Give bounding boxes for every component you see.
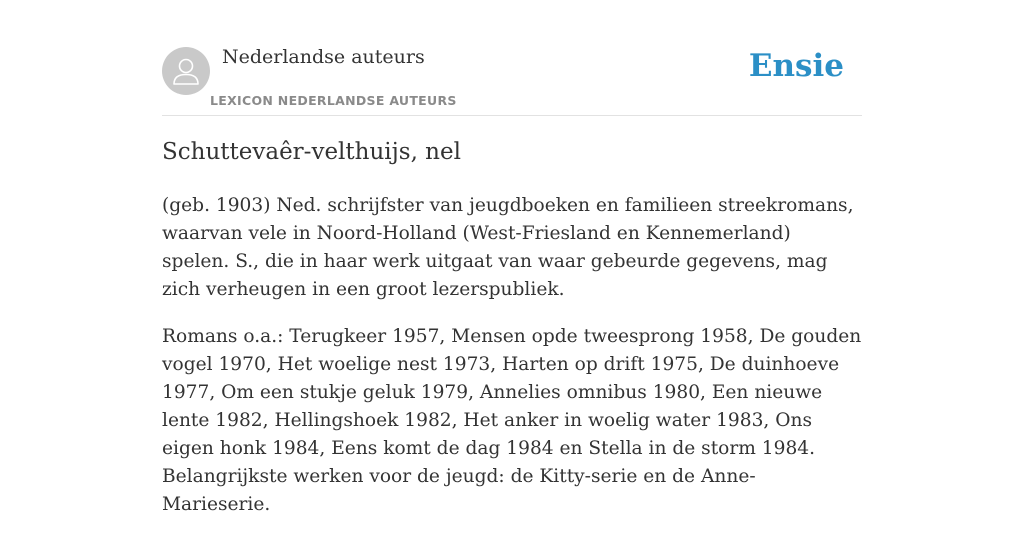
source-subtitle: LEXICON NEDERLANDSE AUTEURS (210, 93, 457, 108)
page-title: Schuttevaêr-velthuijs, nel (162, 139, 461, 165)
source-name-link[interactable]: Nederlandse auteurs (222, 46, 425, 68)
article-body (162, 192, 862, 538)
header-divider (162, 115, 862, 116)
user-icon (162, 47, 210, 95)
article-paragraph: (geb. 1903) Ned. schrijfster van jeugdboeken en familieen streekromans, waarvan vele in Noord-Holland (West-Friesland en Kennemerland) spelen. S., die in haar werk uitgaat van waar gebeurde gegevens, mag zich verheugen in een groot lezerspubliek. (162, 195, 854, 300)
ensie-logo[interactable]: Ensie (748, 48, 844, 84)
article-paragraph: Romans o.a.: Terugkeer 1957, Mensen opde tweesprong 1958, De gouden vogel 1970, Het woelige nest 1973, Harten op drift 1975, De duinhoeve 1977, Om een stukje geluk 1979, Annelies omnibus 1980, Een nieuwe lente 1982, Hellingshoek 1982, Het anker in woelig water 1983, Ons eigen honk 1984, Eens komt de dag 1984 en Stella in de storm 1984. Belangrijkste werken voor de jeugd: de Kitty-serie en de Anne-Marieserie. (162, 326, 862, 515)
avatar[interactable] (162, 47, 210, 95)
source-header (162, 46, 862, 116)
